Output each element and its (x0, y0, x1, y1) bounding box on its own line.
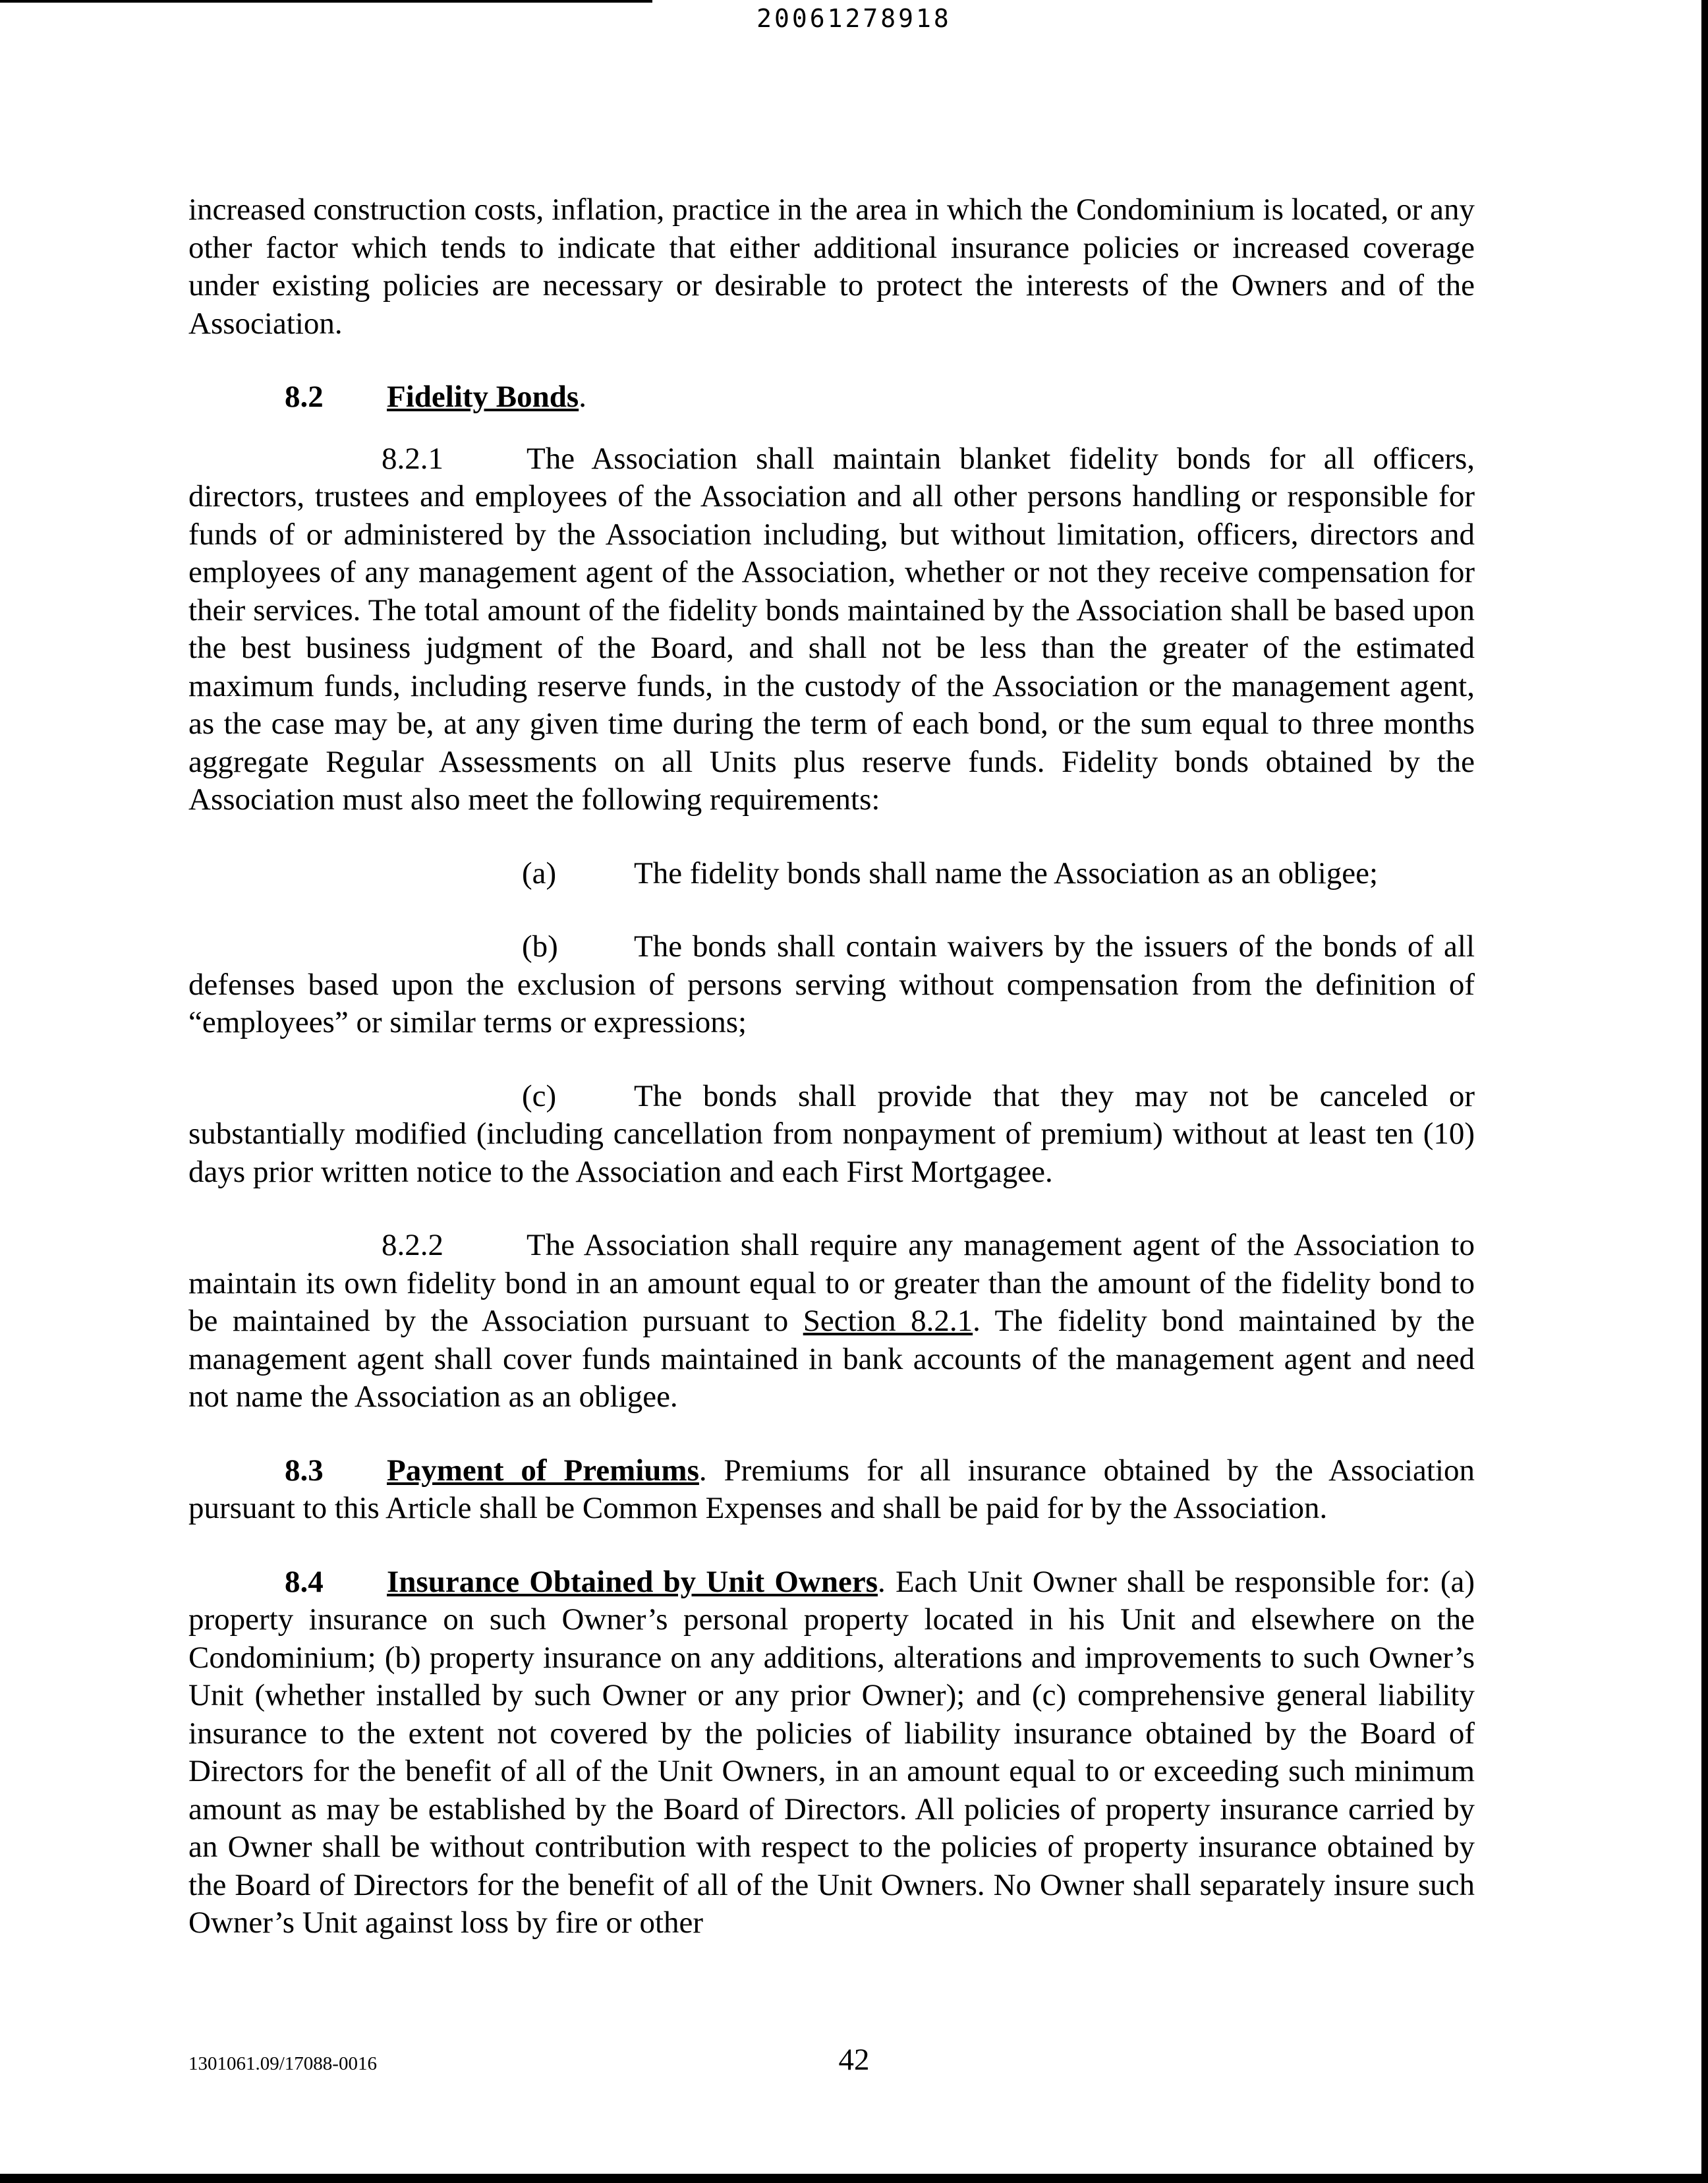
item-text: The fidelity bonds shall name the Association as an obligee; (634, 856, 1379, 890)
section-8-2-2-paragraph (188, 1227, 1475, 1416)
item-c-paragraph (188, 1078, 1475, 1192)
item-text: The bonds shall provide that they may not be canceled or substantially modified (including cancellation from nonpayment of premium) without at least ten (10) days prior written notice to the Association and each First Mortgagee. (188, 1078, 1475, 1189)
section-title: Insurance Obtained by Unit Owners (387, 1564, 878, 1599)
intro-paragraph: increased construction costs, inflation, practice in the area in which the Condominium is located, or any other factor which tends to indicate that either additional insurance policies or increased coverage under existing policies are necessary or desirable to protect the interests of the Owners and of the Association. (188, 192, 1475, 341)
section-number: 8.3 (285, 1453, 324, 1488)
document-id-stamp: 20061278918 (756, 4, 952, 33)
item-mark: (b) (522, 929, 558, 964)
section-8-2-1-paragraph (188, 440, 1475, 819)
section-number: 8.4 (285, 1564, 324, 1599)
item-b-paragraph (188, 928, 1475, 1042)
section-text: . Each Unit Owner shall be responsible for: (a) property insurance on such Owner’s personal property located in his Unit and elsewhere on the Condominium; (b) property insurance on any additions, alterations and improvements to such Owner’s Unit (whether installed by such Owner or any prior Owner); and (c) comprehensive general liability insurance to the extent not covered by the policies of liability insurance obtained by the Board of Directors for the benefit of all of the Unit Owners, in an amount equal to or exceeding such minimum amount as may be established by the Board of Directors. All policies of property insurance carried by an Owner shall be without contribution with respect to the policies of property insurance obtained by the Board of Directors for the benefit of all of the Unit Owners. No Owner shall separately insure such Owner’s Unit against loss by fire or other (188, 1564, 1475, 1940)
footer-document-reference: 1301061.09/17088-0016 (188, 2053, 377, 2074)
section-title: Payment of Premiums (387, 1453, 699, 1488)
section-8-2-heading (188, 378, 1475, 417)
top-border-line (0, 0, 652, 3)
page-number: 42 (838, 2043, 870, 2077)
item-a-paragraph (188, 855, 1475, 893)
section-title: Fidelity Bonds (387, 380, 579, 414)
section-8-3-paragraph (188, 1452, 1475, 1528)
right-border-line (1701, 0, 1708, 2183)
item-mark: (a) (522, 856, 557, 890)
section-8-4-paragraph (188, 1563, 1475, 1942)
page-body (188, 191, 1475, 1978)
section-title-period: . (579, 380, 586, 414)
bottom-border-line (0, 2174, 1708, 2183)
section-number: 8.2 (285, 380, 324, 414)
item-mark: (c) (522, 1078, 557, 1113)
subsection-number: 8.2.2 (382, 1228, 443, 1262)
subsection-text: The Association shall maintain blanket fidelity bonds for all officers, directors, trustees and employees of the Association and all other persons handling or responsible for funds of or administered by the Association including, but without limitation, officers, directors and employees of any management agent of the Association, whether or not they receive compensation for their services. The total amount of the fidelity bonds maintained by the Association shall be based upon the best business judgment of the Board, and shall not be less than the greater of the estimated maximum funds, including reserve funds, in the custody of the Association or the management agent, as the case may be, at any given time during the term of each bond, or the sum equal to three months aggregate Regular Assessments on all Units plus reserve funds. Fidelity bonds obtained by the Association must also meet the following requirements: (188, 441, 1475, 817)
subsection-text-before: The Association shall require any management agent of the Association to maintain its own fidelity bond in an amount equal to or greater than the amount of the fidelity bond to be maintained by the Association pursuant to (188, 1228, 1475, 1338)
item-text: The bonds shall contain waivers by the issuers of the bonds of all defenses based upon the exclusion of persons serving without compensation from the definition of “employees” or similar terms or expressions; (188, 929, 1475, 1039)
section-reference: Section 8.2.1 (803, 1304, 973, 1338)
section-text: . Premiums for all insurance obtained by the Association pursuant to this Article shall be Common Expenses and shall be paid for by the Association. (188, 1453, 1475, 1525)
subsection-text-after: . The fidelity bond maintained by the management agent shall cover funds maintained in bank accounts of the management agent and need not name the Association as an obligee. (188, 1304, 1475, 1414)
subsection-number: 8.2.1 (382, 441, 443, 476)
